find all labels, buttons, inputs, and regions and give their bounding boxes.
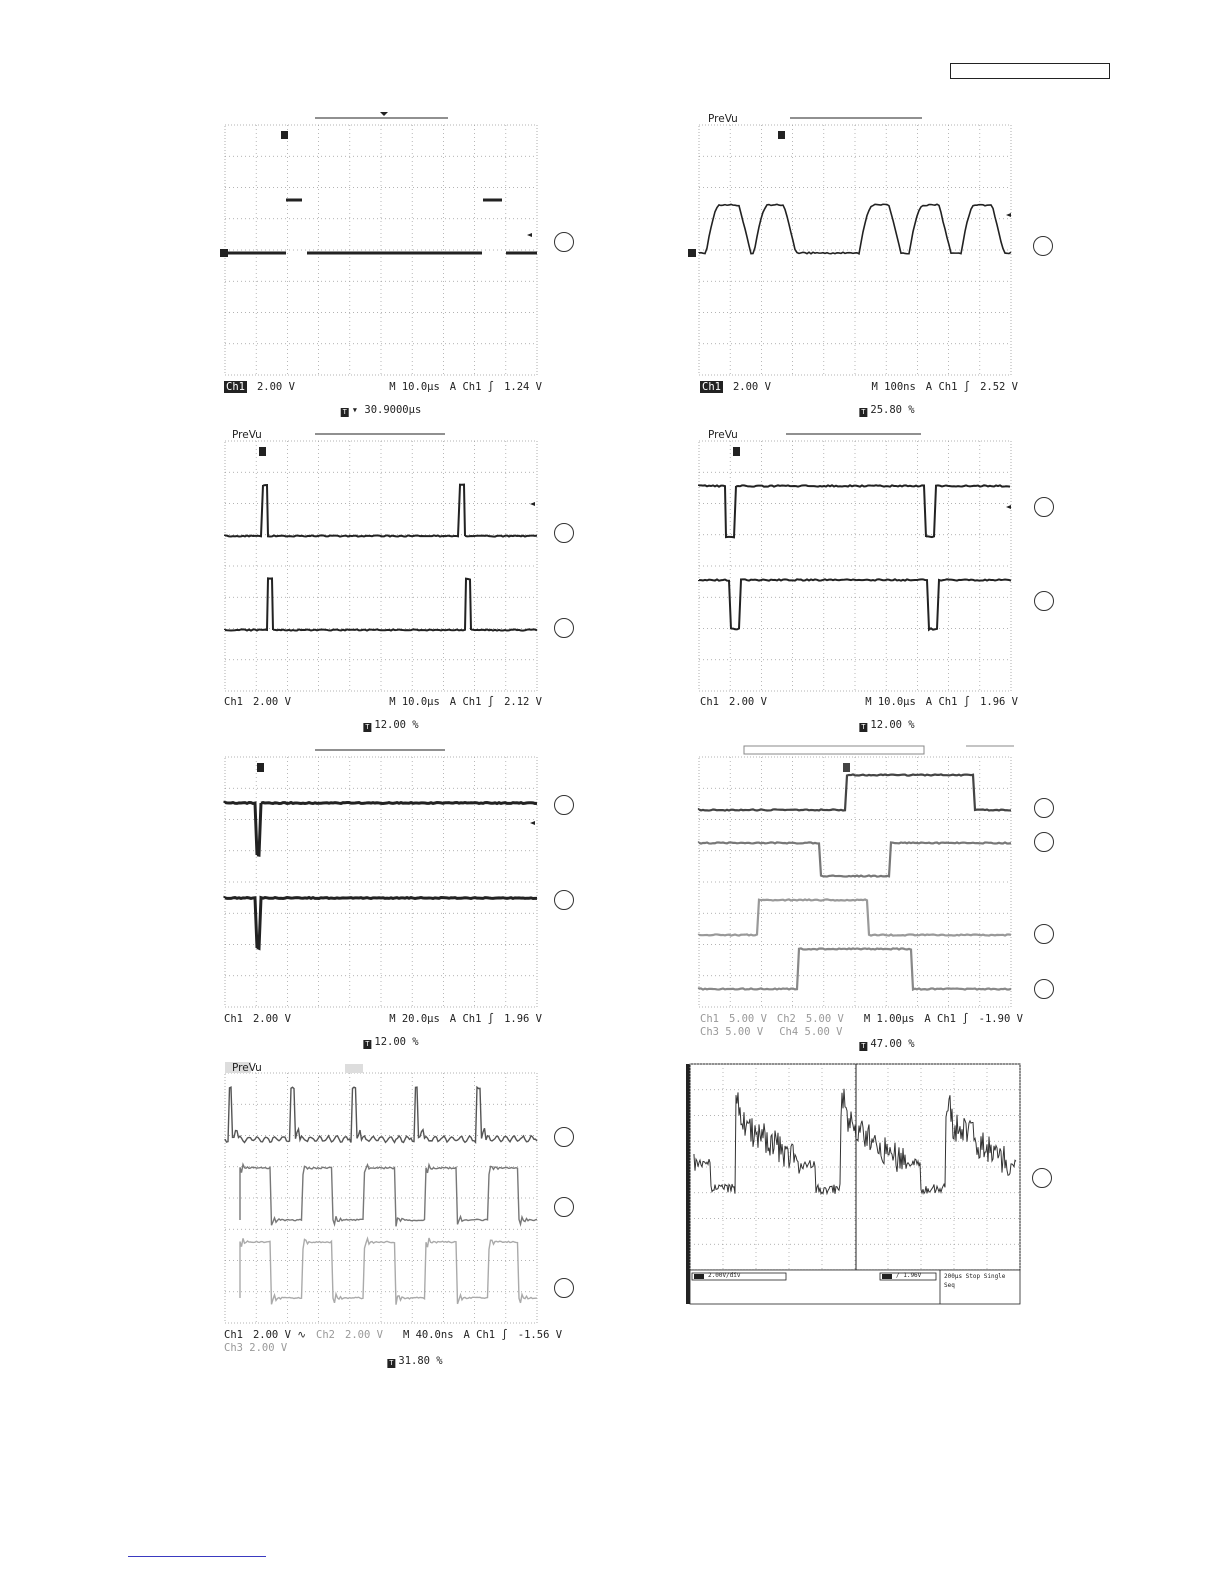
trigger-source: A Ch1 ∫ bbox=[449, 1013, 495, 1025]
test-point-circle bbox=[554, 1197, 574, 1217]
volts-per-div: 2.00 V bbox=[728, 696, 767, 708]
trigger-level: -1.90 V bbox=[978, 1013, 1023, 1025]
trigger-source: A Ch1 ∫ bbox=[449, 696, 495, 708]
header-label-box bbox=[950, 63, 1110, 79]
channel-2-label: Ch2 bbox=[316, 1329, 335, 1341]
channel-4-status: Ch4 5.00 V bbox=[779, 1026, 843, 1038]
cursor-marker-icon: T bbox=[365, 723, 370, 731]
scope-8 bbox=[686, 1064, 1046, 1309]
trigger-level: 1.96 V bbox=[504, 1013, 542, 1025]
scope-7-status-bar bbox=[224, 1329, 563, 1341]
timebase: M 10.0µs bbox=[389, 696, 440, 708]
cursor-marker-icon: T bbox=[342, 408, 347, 416]
cursor-marker-icon: T bbox=[861, 408, 866, 416]
test-point-circle bbox=[1033, 236, 1053, 256]
measurement-value: 25.80 % bbox=[870, 404, 915, 416]
channel-label: Ch1 bbox=[700, 1013, 719, 1025]
test-point-circle bbox=[554, 795, 574, 815]
timebase: M 20.0µs bbox=[389, 1013, 440, 1025]
scope-7-screen bbox=[220, 1060, 550, 1370]
test-point-circle bbox=[1034, 591, 1054, 611]
trigger-source: A Ch1 ∫ bbox=[925, 381, 971, 393]
test-point-circle bbox=[1034, 497, 1054, 517]
scope-3 bbox=[220, 428, 550, 738]
test-point-circle bbox=[554, 618, 574, 638]
timebase: M 10.0µs bbox=[389, 381, 440, 393]
measurement-value: 12.00 % bbox=[374, 1036, 419, 1048]
scope-6-measurement bbox=[859, 1038, 914, 1051]
scope-7 bbox=[220, 1060, 563, 1370]
scope-7-measurement bbox=[387, 1355, 442, 1368]
scope-2-screen bbox=[696, 112, 1026, 422]
scope-6-screen bbox=[696, 744, 1026, 1054]
timebase: M 10.0µs bbox=[865, 696, 916, 708]
test-point-circle bbox=[554, 523, 574, 543]
volts-per-div: 2.00 V bbox=[252, 1013, 291, 1025]
test-point-circle bbox=[1034, 798, 1054, 818]
test-point-circle bbox=[554, 1278, 574, 1298]
trigger-source: A Ch1 ∫ bbox=[449, 381, 495, 393]
trigger-source: A Ch1 ∫ bbox=[925, 696, 971, 708]
volts-per-div: 2.00 V ∿ bbox=[252, 1329, 307, 1341]
trigger-level: 1.24 V bbox=[504, 381, 542, 393]
trigger-level: 1.96 V bbox=[980, 696, 1018, 708]
test-point-circle bbox=[1034, 979, 1054, 999]
scope-6-status-bar-2 bbox=[700, 1026, 1018, 1038]
trigger-source: A Ch1 ∫ bbox=[924, 1013, 969, 1025]
channel-label: Ch1 bbox=[224, 696, 243, 708]
scope-5-measurement bbox=[363, 1036, 418, 1049]
scope-1-status-bar bbox=[224, 381, 542, 393]
channel-label: Ch1 bbox=[700, 696, 719, 708]
scope-3-status-bar bbox=[224, 696, 542, 708]
channel-3-status: Ch3 2.00 V bbox=[224, 1342, 288, 1354]
prevu-label: PreVu bbox=[232, 429, 262, 441]
prevu-label: PreVu bbox=[708, 429, 738, 441]
channel-2-label: Ch2 bbox=[776, 1013, 796, 1025]
channel-label: Ch1 bbox=[224, 1013, 243, 1025]
scope-5 bbox=[220, 744, 550, 1054]
volts-per-div: 2.00 V bbox=[732, 381, 771, 393]
scope-6 bbox=[696, 744, 1026, 1054]
cursor-marker-icon: T bbox=[861, 1042, 866, 1050]
timebase: M 1.00µs bbox=[863, 1013, 915, 1025]
test-point-circle bbox=[554, 232, 574, 252]
trigger-level: 2.12 V bbox=[504, 696, 542, 708]
channel-2-volts: 2.00 V bbox=[345, 1329, 383, 1341]
volts-per-div: 5.00 V bbox=[728, 1013, 767, 1025]
scope-5-status-bar bbox=[224, 1013, 542, 1025]
scope-1 bbox=[220, 112, 550, 422]
volts-per-div: 2.00 V bbox=[256, 381, 295, 393]
scope-4 bbox=[696, 428, 1026, 738]
measurement-value: 12.00 % bbox=[374, 719, 419, 731]
trigger-source: A Ch1 ∫ bbox=[463, 1329, 508, 1341]
scope-5-screen bbox=[220, 744, 550, 1054]
scope-8-trigger: / 1.96V bbox=[896, 1272, 922, 1279]
test-point-circle bbox=[1032, 1168, 1052, 1188]
test-point-circle bbox=[1034, 832, 1054, 852]
scope-1-screen bbox=[220, 112, 550, 422]
cursor-marker-icon: T bbox=[861, 723, 866, 731]
trigger-level: 2.52 V bbox=[980, 381, 1018, 393]
channel-label: Ch1 bbox=[226, 381, 245, 393]
scope-6-status-bar bbox=[700, 1013, 1023, 1025]
footer-link[interactable] bbox=[128, 1556, 266, 1557]
cursor-marker-icon: T bbox=[365, 1040, 370, 1048]
scope-8-acq: 200µs Stop Single Seq bbox=[944, 1273, 1006, 1289]
scope-4-status-bar bbox=[700, 696, 1018, 708]
prevu-label: PreVu bbox=[708, 113, 738, 125]
scope-4-screen bbox=[696, 428, 1026, 738]
test-point-circle bbox=[1034, 924, 1054, 944]
channel-label: Ch1 bbox=[702, 381, 721, 393]
scope-2-status-bar bbox=[700, 381, 1018, 393]
timebase: M 100ns bbox=[871, 381, 916, 393]
measurement-value: 31.80 % bbox=[398, 1355, 443, 1367]
scope-2 bbox=[696, 112, 1026, 422]
trigger-level: -1.56 V bbox=[517, 1329, 563, 1341]
scope-7-status-bar-2 bbox=[224, 1342, 542, 1354]
volts-per-div: 2.00 V bbox=[252, 696, 291, 708]
prevu-label: PreVu bbox=[232, 1062, 262, 1074]
scope-4-measurement bbox=[859, 719, 914, 732]
scope-1-measurement bbox=[341, 404, 422, 417]
channel-2-volts: 5.00 V bbox=[805, 1013, 844, 1025]
channel-label: Ch1 bbox=[224, 1329, 243, 1341]
test-point-circle bbox=[554, 890, 574, 910]
scope-3-measurement bbox=[363, 719, 418, 732]
timebase: M 40.0ns bbox=[402, 1329, 454, 1341]
measurement-value: 47.00 % bbox=[870, 1038, 915, 1050]
scope-2-measurement bbox=[859, 404, 914, 417]
measurement-value: 12.00 % bbox=[870, 719, 915, 731]
channel-3-status: Ch3 5.00 V bbox=[700, 1026, 764, 1038]
measurement-value: ▾ 30.9000µs bbox=[351, 404, 422, 416]
scope-3-screen bbox=[220, 428, 550, 738]
scope-8-volts: 2.00V/div bbox=[708, 1272, 741, 1279]
cursor-marker-icon: T bbox=[389, 1359, 394, 1367]
test-point-circle bbox=[554, 1127, 574, 1147]
